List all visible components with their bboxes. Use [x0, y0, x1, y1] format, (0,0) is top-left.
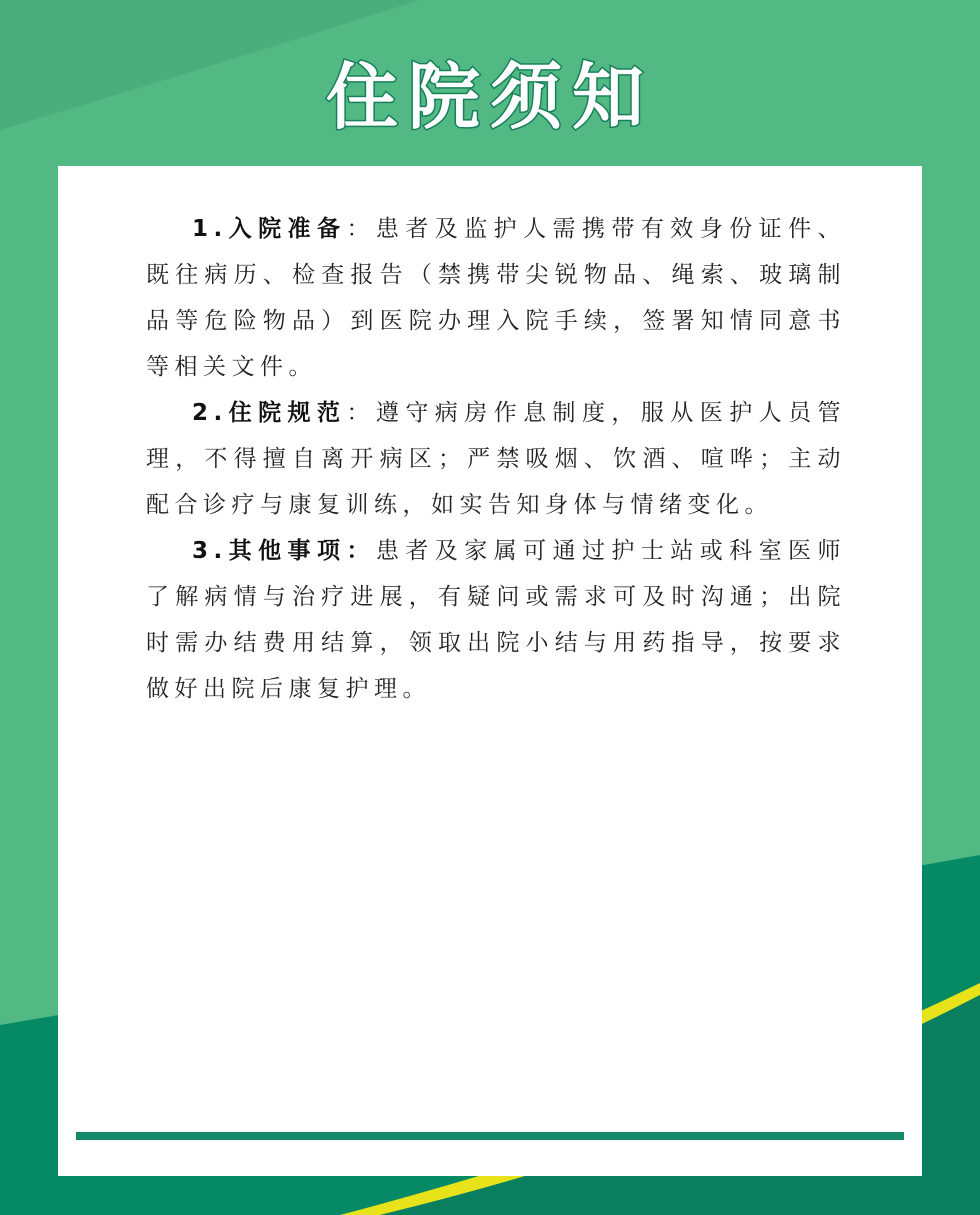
page-title: 住院须知 [325, 55, 654, 139]
section-heading: 2.住院规范 [192, 400, 347, 426]
notice-card [58, 166, 922, 1176]
section-3 [146, 528, 846, 712]
section-1 [146, 206, 846, 390]
section-text: 遵守病房作息制度，服从医护人员管理，不得擅自离开病区；严禁吸烟、饮酒、喧哗；主动配合诊疗与康复训练，如实告知身体与情绪变化。 [146, 400, 847, 518]
section-heading: 3.其他事项： [192, 538, 376, 564]
section-separator: ： [346, 400, 376, 426]
section-heading: 1.入院准备 [192, 216, 347, 242]
section-text: 患者及监护人需携带有效身份证件、既往病历、检查报告（禁携带尖锐物品、绳索、玻璃制品等危险物品）到医院办理入院手续，签署知情同意书等相关文件。 [146, 216, 847, 380]
section-text: 患者及家属可通过护士站或科室医师了解病情与治疗进展，有疑问或需求可及时沟通；出院时需办结费用结算，领取出院小结与用药指导，按要求做好出院后康复护理。 [146, 538, 846, 702]
card-bottom-line [76, 1132, 904, 1140]
section-separator: ： [346, 216, 376, 242]
section-2 [146, 390, 846, 528]
notice-content [146, 206, 846, 712]
